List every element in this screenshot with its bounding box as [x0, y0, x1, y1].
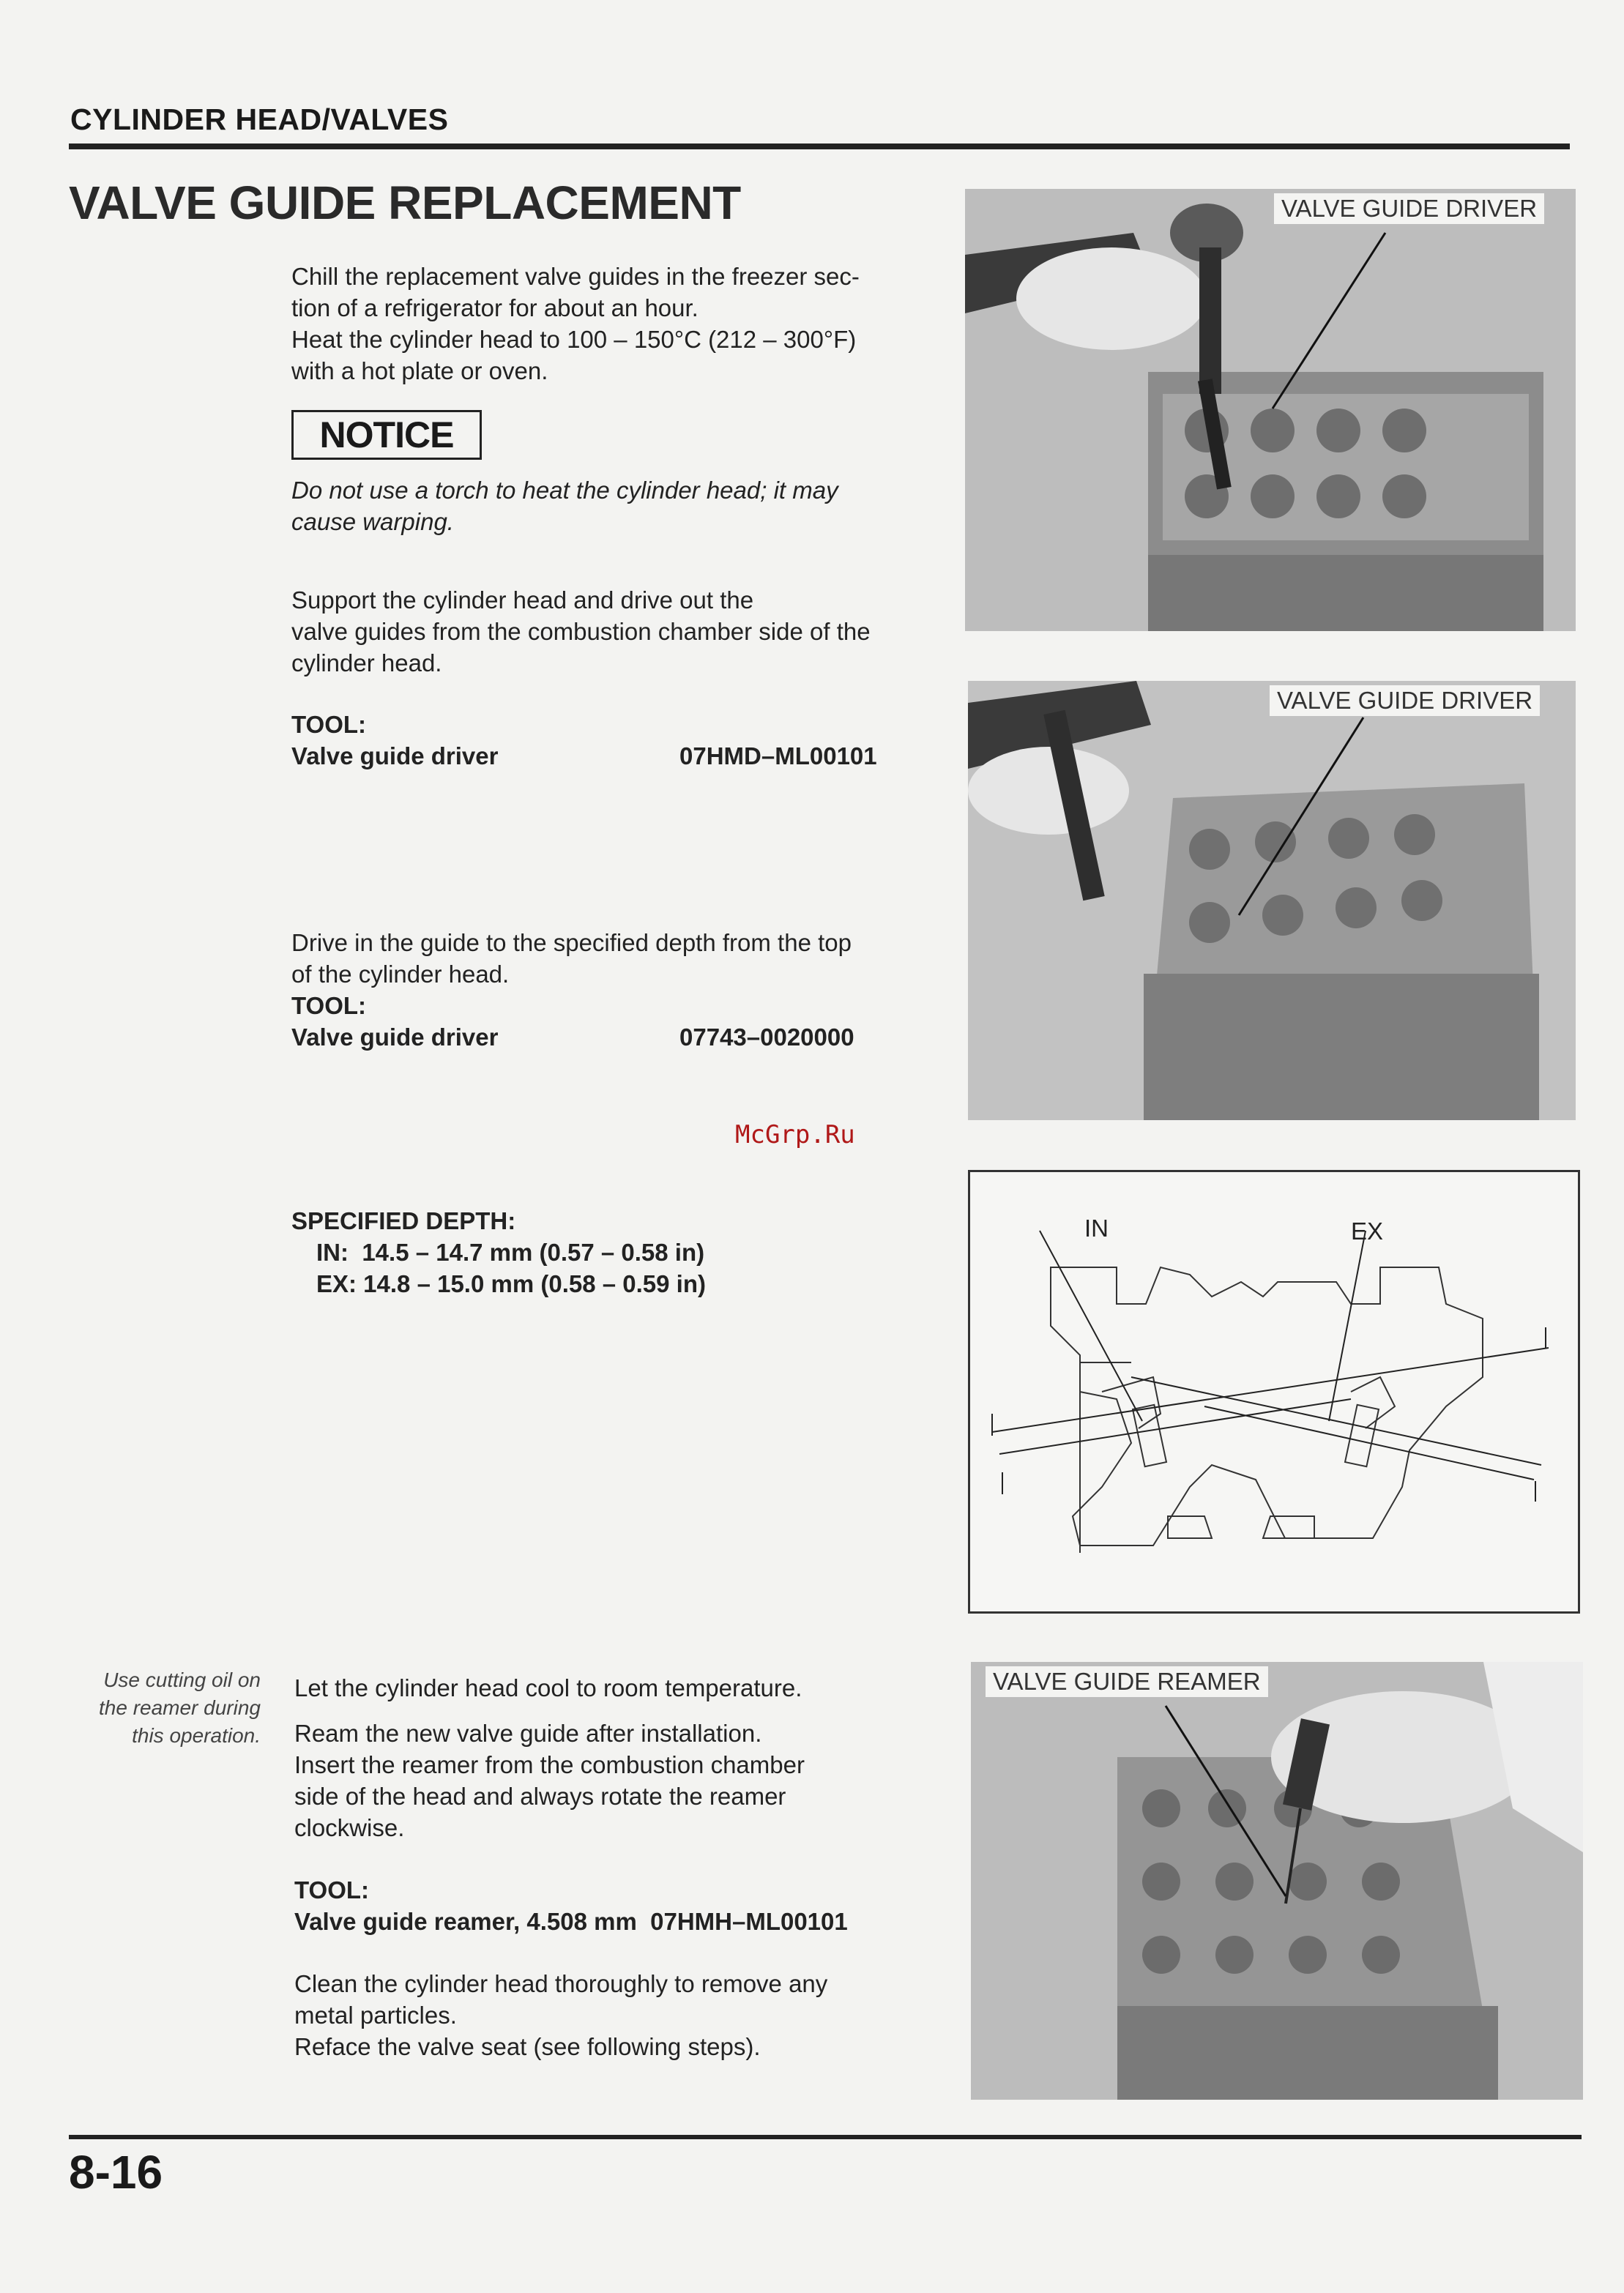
step3-paragraph [291, 927, 950, 990]
text-line: metal particles. [294, 2002, 457, 2029]
text-line: Ream the new valve guide after installation. [294, 1720, 762, 1747]
notice-text [291, 474, 950, 537]
text-line: side of the head and always rotate the reamer [294, 1783, 786, 1810]
step4-final [294, 1968, 953, 2062]
text-line: of the cylinder head. [291, 961, 510, 988]
valve-guide-depth-diagram [968, 1170, 1580, 1614]
text-line: Insert the reamer from the combustion chamber [294, 1751, 805, 1778]
page-title: VALVE GUIDE REPLACEMENT [69, 176, 741, 229]
text-line: Support the cylinder head and drive out the [291, 586, 754, 614]
footer-rule [69, 2135, 1582, 2139]
photo-illustration [968, 681, 1576, 1120]
section-header: CYLINDER HEAD/VALVES [70, 102, 449, 136]
cross-section-drawing [970, 1172, 1578, 1611]
photo-illustration [965, 189, 1576, 631]
text-line: cause warping. [291, 508, 454, 535]
text-line: Clean the cylinder head thoroughly to remove any [294, 1970, 828, 1997]
text-line: Heat the cylinder head to 100 – 150°C (212 – 300°F) [291, 326, 857, 353]
diagram-label-in: IN [1084, 1215, 1109, 1242]
photo-valve-guide-reamer [971, 1662, 1583, 2100]
spec-ex: EX: 14.8 – 15.0 mm (0.58 – 0.59 in) [316, 1270, 706, 1297]
tool-number: 07HMD–ML00101 [679, 742, 877, 769]
tool-line: Valve guide reamer, 4.508 mm 07HMH–ML00101 [294, 1908, 848, 1935]
photo-illustration [971, 1662, 1583, 2100]
text-line: tion of a refrigerator for about an hour. [291, 294, 699, 321]
page-number: 8-16 [69, 2146, 163, 2199]
step1-paragraph [291, 261, 950, 387]
text-line: cylinder head. [291, 649, 442, 676]
photo-valve-guide-driver-1 [965, 189, 1576, 631]
step4-line1: Let the cylinder head cool to room temperature. [294, 1674, 802, 1701]
text-line: this operation. [132, 1724, 261, 1747]
step4-paragraph [294, 1718, 953, 1843]
text-line: valve guides from the combustion chamber side of the [291, 618, 871, 645]
tool-number: 07743–0020000 [679, 1024, 854, 1051]
side-note [44, 1666, 261, 1750]
notice-label: NOTICE [291, 410, 482, 460]
tool-name: Valve guide driver [291, 1024, 499, 1051]
photo-label: VALVE GUIDE DRIVER [1270, 685, 1540, 716]
tool-heading: TOOL: [291, 992, 367, 1019]
header-rule [69, 143, 1570, 149]
watermark: McGrp.Ru [735, 1120, 855, 1149]
text-line: clockwise. [294, 1814, 405, 1841]
text-line: Do not use a torch to heat the cylinder head; it may [291, 477, 838, 504]
text-line: Reface the valve seat (see following steps). [294, 2033, 761, 2060]
tool-heading: TOOL: [291, 711, 367, 738]
photo-label: VALVE GUIDE REAMER [986, 1666, 1268, 1697]
text-line: Drive in the guide to the specified depth from the top [291, 929, 852, 956]
photo-valve-guide-driver-2 [968, 681, 1576, 1120]
spec-heading: SPECIFIED DEPTH: [291, 1207, 516, 1234]
diagram-label-ex: EX [1351, 1218, 1384, 1245]
tool-name: Valve guide driver [291, 742, 499, 769]
text-line: with a hot plate or oven. [291, 357, 548, 384]
photo-label: VALVE GUIDE DRIVER [1274, 193, 1544, 224]
tool-heading: TOOL: [294, 1876, 370, 1904]
text-line: the reamer during [98, 1696, 261, 1719]
step2-paragraph [291, 584, 950, 679]
text-line: Chill the replacement valve guides in the freezer sec- [291, 263, 860, 290]
spec-in: IN: 14.5 – 14.7 mm (0.57 – 0.58 in) [316, 1239, 705, 1266]
text-line: Use cutting oil on [103, 1669, 261, 1691]
